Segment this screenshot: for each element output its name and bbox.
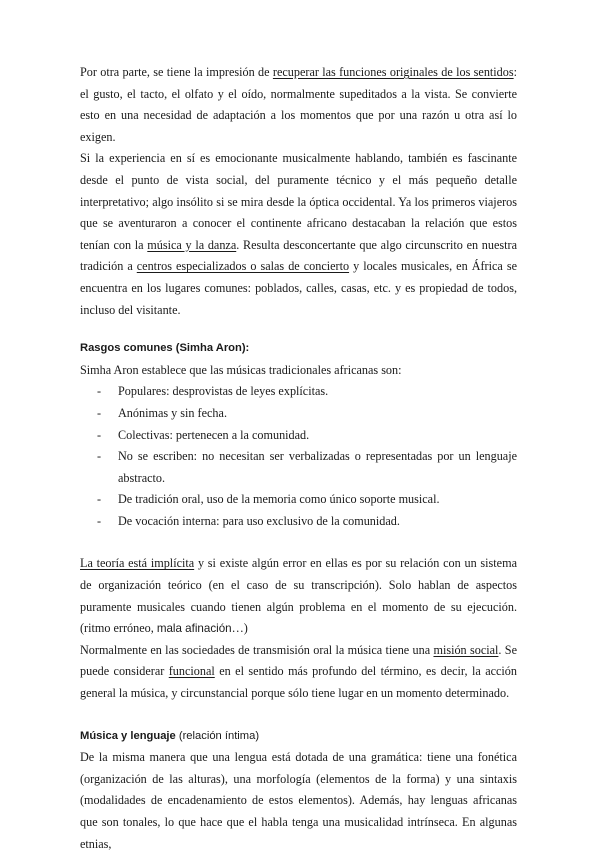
dash-bullet: -: [97, 513, 102, 528]
section-intro: Simha Aron establece que las músicas tradicionales africanas son:: [80, 362, 402, 377]
dash-bullet: -: [97, 427, 102, 442]
underlined-phrase-senses: recuperar las funciones originales de los sentidos: [272, 65, 514, 79]
list-item-text: De tradición oral, uso de la memoria como único soporte musical.: [118, 492, 440, 507]
list-item-text: De vocación interna: para uso exclusivo de la comunidad.: [118, 513, 400, 528]
heading-text-bold: Música y lenguaje: [80, 729, 176, 742]
list-item-text: Populares: desprovistas de leyes explícitas.: [118, 384, 329, 399]
list-item: [80, 446, 517, 489]
list-item: [80, 489, 517, 511]
heading-text: Rasgos comunes (Simha Aron):: [80, 342, 250, 355]
list-item: [80, 381, 517, 403]
dash-bullet: -: [97, 492, 102, 507]
list-item-text: Colectivas: pertenecen a la comunidad.: [118, 427, 310, 442]
text-run: Normalmente en las sociedades de transmisión oral la música tiene una: [80, 642, 434, 657]
list-item-text: Anónimas y sin fecha.: [118, 405, 227, 420]
list-item: [80, 425, 517, 447]
underlined-phrase-theory: La teoría está implícita: [80, 556, 195, 571]
section-heading-rasgos: [80, 338, 517, 360]
text-run: : el gusto, el tacto, el olfato y el oído, normalmente supeditados a la vista. Se convierte esto en una necesidad de adaptación a los momentos que por una razón u otra así lo exigen.: [80, 65, 518, 144]
underlined-phrase-social-mission: misión social: [433, 642, 499, 657]
underlined-phrase-functional: funcional: [168, 664, 215, 679]
dash-bullet: -: [97, 405, 102, 420]
list-item: [80, 403, 517, 425]
paragraph-senses: [80, 62, 517, 148]
text-run: y locales musicales, en África se encuentra en los lugares comunes: poblados, calles, casas, etc. y es propiedad de todos, incluso del visitante.: [80, 259, 517, 317]
paragraph-theory: [80, 553, 517, 639]
section-heading-music-language: [80, 726, 517, 748]
text-run: . Resulta desconcertante que algo circunscrito en nuestra tradición a: [80, 237, 518, 274]
underlined-phrase-music-dance: música y la danza: [147, 237, 237, 252]
text-run: en el sentido más profundo del término, es decir, la acción general la música, y circunstancial porque sólo tiene lugar en un momento determinado.: [80, 664, 517, 701]
text-run: y si existe algún error en ellas es por su relación con un sistema de organización teórico (en el caso de su transcripción). Solo hablan de aspectos puramente musicales cuando tienen algún problema en el momento de su ejecución. (ritmo erróneo,: [80, 556, 517, 636]
text-run: Si la experiencia en sí es emocionante musicalmente hablando, también es fascinante desde el punto de vista social, del puramente técnico y el más pequeño detalle interpretativo; algo insólito si se mira desde la óptica occidental. Ya los primeros viajeros que se aventuraron a conocer el continente africano destacaban la relación que estos tenían con la: [80, 151, 517, 252]
heading-text-rest: (relación íntima): [175, 729, 260, 742]
document-page: [80, 62, 517, 855]
list-item: [80, 511, 517, 533]
text-run: . Se puede considerar: [80, 642, 517, 679]
traits-list: [80, 381, 517, 532]
dash-bullet: -: [97, 384, 102, 399]
paragraph-music-language: De la misma manera que una lengua está dotada de una gramática: tiene una fonética (organización de las alturas), una morfología (elementos de la forma) y una sintaxis (modalidades de encadenamiento de estos elementos). Además, hay lenguas africanas que son tonales, lo que hace que el habla tenga una musicalidad intrínseca. En algunas etnias,: [80, 750, 517, 851]
paragraph-social-mission: [80, 640, 517, 705]
text-run-sans: mala afinación: [156, 622, 232, 636]
text-run: Por otra parte, se tiene la impresión de: [80, 65, 273, 79]
paragraph-experience: [80, 148, 517, 321]
underlined-phrase-concert-halls: centros especializados o salas de concierto: [136, 259, 350, 274]
dash-bullet: -: [97, 449, 102, 464]
list-item-text: No se escriben: no necesitan ser verbalizadas o representadas por un lenguaje abstracto.: [118, 449, 517, 485]
text-run: …): [231, 621, 248, 636]
